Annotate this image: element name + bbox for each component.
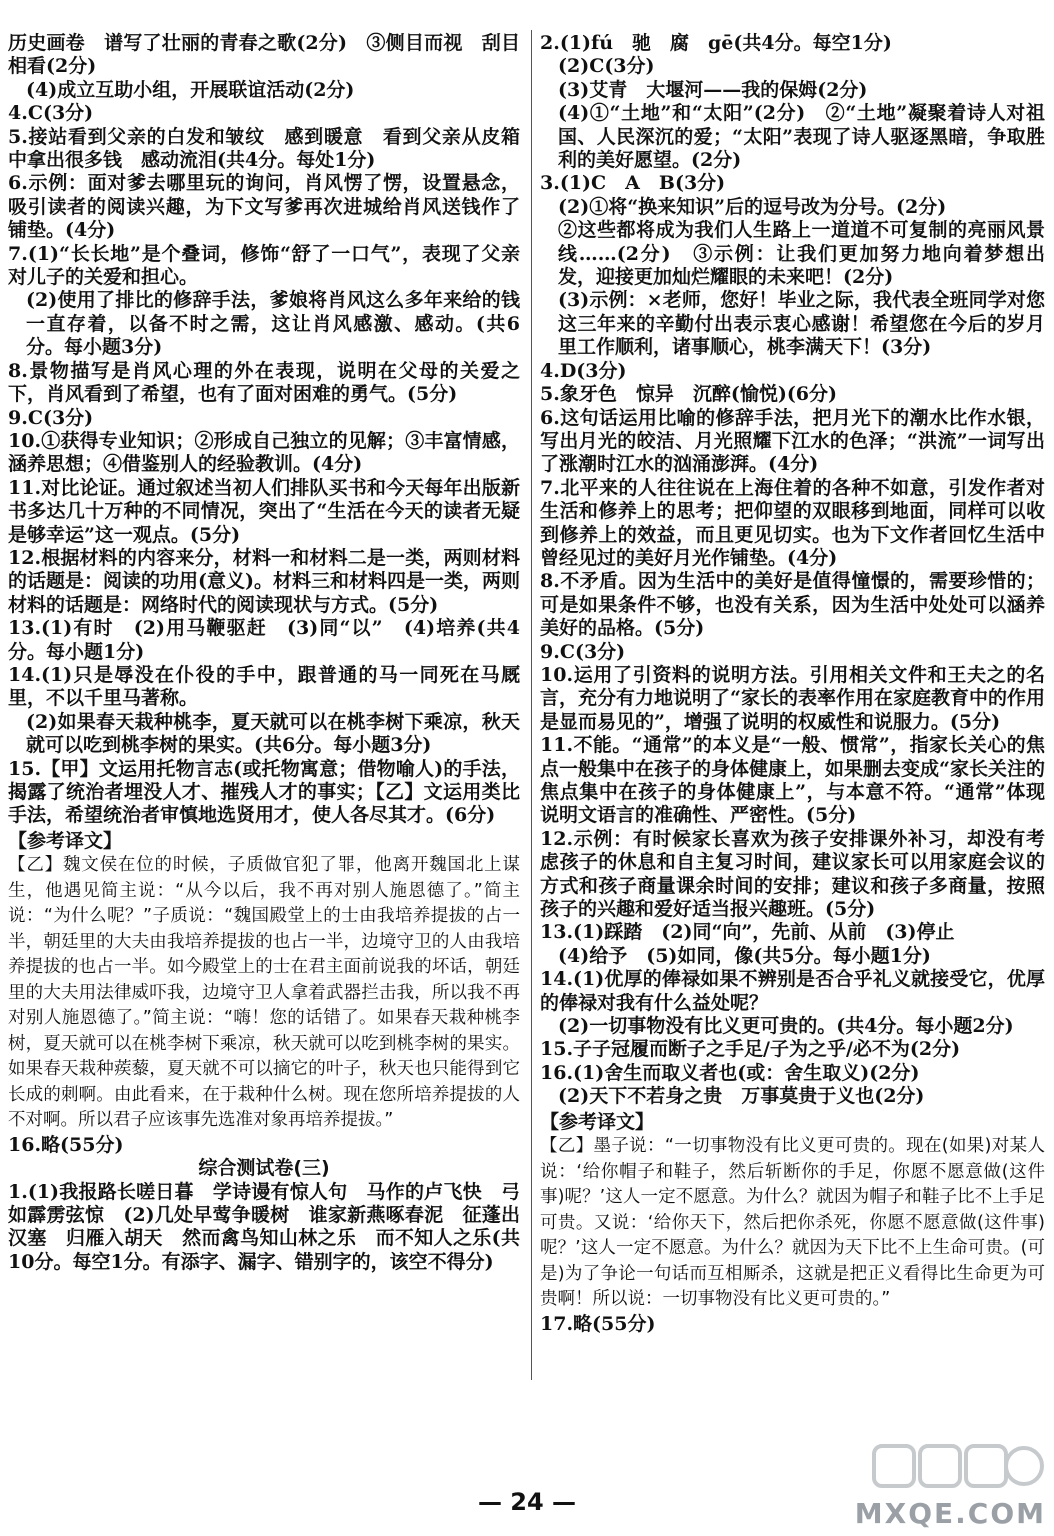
- reference-translation: 【乙】魏文侯在位的时候，子质做官犯了罪，他离开魏国北上谋生，他遇见简主说：“从今以后，我不再对别人施恩德了。”简主说：“为什么呢？”子质说：“魏国殿堂上的士由我培养提拔的占一半，朝廷里的大夫由我培养提拔的也占一半，边境守卫的人由我培养提拔的也占一半。如今殿堂上的士在君主面前说我的坏话，朝廷里的大夫用法律威吓我，边境守卫人拿着武器拦击我，所以我不再对别人施恩德了。”简主说：“嗨！您的话错了。如果春天栽种桃李树，夏天就可以在桃李树下乘凉，秋天就可以吃到桃李树的果实。如果春天栽种蒺藜，夏天就不可以摘它的叶子，秋天也只能得到它长成的刺啊。由此看来，在于栽种什么树。现在您所培养提拔的人不对啊。所以君子应该事先选准对象再培养提拔。”: [8, 855, 520, 1131]
- answer-line: (2)①将“换来知识”后的逗号改为分号。(2分): [558, 195, 947, 218]
- answer-line: (4)给予 (5)如同，像(共5分。每小题1分): [558, 944, 931, 967]
- answer-line: 4.C(3分): [8, 102, 94, 125]
- answer-line: 1.(1)我报路长嗟日暮 学诗谩有惊人句 马作的卢飞快 弓如霹雳弦惊 (2)几处早莺争暖树 谁家新燕啄春泥 征蓬出汉塞 归雁入胡天 然而禽鸟知山林之乐 而不知人之乐(共10分。每空1分。有添字、漏字、错别字的，该空不得分): [8, 1180, 520, 1273]
- answer-line: (2)如果春天栽种桃李，夏天就可以在桃李树下乘凉，秋天就可以吃到桃李树的果实。(共6分。每小题3分): [26, 710, 520, 757]
- answer-line: (2)C(3分): [558, 55, 655, 78]
- answer-line: 15.【甲】文运用托物言志(或托物寓意；借物喻人)的手法，揭露了统治者埋没人才、摧残人才的事实；【乙】文运用类比手法，希望统治者审慎地选贤用才，使人各尽其才。(6分): [8, 757, 520, 827]
- page-number: — 24 —: [477, 1488, 577, 1516]
- answer-line: (3)示例：×老师，您好！毕业之际，我代表全班同学对您这三年来的辛勤付出表示衷心感谢！希望您在今后的岁月里工作顺利，诸事顺心，桃李满天下！(3分): [558, 289, 1045, 359]
- answer-line: 17.略(55分): [540, 1312, 656, 1335]
- reference-translation: 【乙】墨子说：“一切事物没有比义更可贵的。现在(如果)对某人说：‘给你帽子和鞋子，然后斩断你的手足，你愿不愿意做(这件事)呢？’这人一定不愿意。为什么？就因为帽子和鞋子比不上手足可贵。又说：‘给你天下，然后把你杀死，你愿不愿意做(这件事)呢？’这人一定不愿意。为什么？就因为天下比不上生命可贵。(可是)为了争论一句话而互相厮杀，这就是把正义看得比生命更为可贵啊！所以说：一切事物没有比义更可贵的。”: [540, 1136, 1045, 1310]
- answer-line: (4)成立互助小组，开展联谊活动(2分): [26, 78, 355, 101]
- answer-line: 12.示例：有时候家长喜欢为孩子安排课外补习，却没有考虑孩子的休息和自主复习时间，建议家长可以用家庭会议的方式和孩子商量课余时间的安排；建议和孩子多商量，按照孩子的兴趣和爱好适当报兴趣班。(5分): [540, 827, 1045, 921]
- answer-line: 14.(1)优厚的俸禄如果不辨别是否合乎礼义就接受它，优厚的俸禄对我有什么益处呢？: [540, 968, 1045, 1014]
- answer-line: (2)使用了排比的修辞手法，爹娘将肖风这么多年来给的钱一直存着，以备不时之需，这让肖风感激、感动。(共6分。每小题3分): [26, 289, 520, 359]
- answer-line: 10.①获得专业知识；②形成自己独立的见解；③丰富情感，涵养思想；④借鉴别人的经验教训。(4分): [8, 429, 520, 476]
- answer-line: 15.子子冠履而断子之手足/子为之乎/必不为(2分): [540, 1038, 961, 1061]
- column-divider: [531, 30, 532, 1380]
- answer-line: 14.(1)只是辱没在仆役的手中，跟普通的马一同死在马厩里，不以千里马著称。: [8, 663, 520, 710]
- section-title: 综合测试卷(三): [198, 1157, 330, 1180]
- answer-line: 10.运用了引资料的说明方法。引用相关文件和王夫之的名言，充分有力地说明了“家长的表率作用在家庭教育中的作用是显而易见的”，增强了说明的权威性和说服力。(5分): [540, 663, 1045, 733]
- answer-line: 8.不矛盾。因为生活中的美好是值得憧憬的，需要珍惜的；可是如果条件不够，也没有关系，因为生活中处处可以涵养美好的品格。(5分): [540, 570, 1045, 640]
- answer-line: 3.(1)C A B(3分): [540, 172, 726, 195]
- answer-line: 16.(1)舍生而取义者也(或：舍生取义)(2分): [540, 1061, 920, 1084]
- answer-line: 16.略(55分): [8, 1133, 124, 1156]
- answer-line: (3)艾青 大堰河——我的保姆(2分): [558, 78, 868, 101]
- right-column: [540, 32, 1045, 1336]
- answer-line: 4.D(3分): [540, 359, 627, 382]
- left-column: [8, 32, 520, 1274]
- answer-line: 历史画卷 谱写了壮丽的青春之歌(2分) ③侧目而视 刮目相看(2分): [8, 32, 520, 78]
- answer-line: 6.这句话运用比喻的修辞手法，把月光下的潮水比作水银，写出月光的皎洁、月光照耀下江水的色泽；“洪流”一词写出了涨潮时江水的汹涌澎湃。(4分): [540, 406, 1045, 476]
- answer-line: 5.接站看到父亲的白发和皱纹 感到暖意 看到父亲从皮箱中拿出很多钱 感动流泪(共4分。每处1分): [8, 125, 520, 172]
- answer-line: 11.对比论证。通过叙述当初人们排队买书和今天每年出版新书多达几十万种的不同情况，突出了“生活在今天的读者无疑是够幸运”这一观点。(5分): [8, 476, 520, 546]
- answer-line: 6.示例：面对爹去哪里玩的询问，肖风愣了愣，设置悬念，吸引读者的阅读兴趣，为下文写爹再次进城给肖风送钱作了铺垫。(4分): [8, 172, 520, 242]
- answer-line: 7.(1)“长长地”是个叠词，修饰“舒了一口气”，表现了父亲对儿子的关爱和担心。: [8, 242, 520, 289]
- answer-line: 8.景物描写是肖风心理的外在表现，说明在父母的关爱之下，肖风看到了希望，也有了面对困难的勇气。(5分): [8, 359, 520, 406]
- answer-line: 9.C(3分): [8, 406, 94, 429]
- watermark-text: MXQE.COM: [854, 1497, 1046, 1530]
- answer-line: 13.(1)有时 (2)用马鞭驱赶 (3)同“以” (4)培养(共4分。每小题1分): [8, 617, 520, 663]
- answer-line: (4)①“土地”和“太阳”(2分) ②“土地”凝聚着诗人对祖国、人民深沉的爱；“太阳”表现了诗人驱逐黑暗，争取胜利的美好愿望。(2分): [558, 102, 1045, 172]
- reference-translation-title: 【参考译文】: [8, 829, 123, 852]
- answer-line: 13.(1)踩踏 (2)同“向”，先前、从前 (3)停止: [540, 921, 955, 944]
- answer-line: 11.不能。“通常”的本义是“一般、惯常”，指家长关心的焦点一般集中在孩子的身体健康上，如果删去变成“家长关注的焦点集中在孩子的身体健康上”，与本意不符。“通常”体现说明文语言的准确性、严密性。(5分): [540, 734, 1045, 827]
- answer-line: (2)一切事物没有比义更可贵的。(共4分。每小题2分): [558, 1015, 1014, 1038]
- reference-translation-title: 【参考译文】: [540, 1110, 655, 1133]
- answer-line: ②这些都将成为我们人生路上一道道不可复制的亮丽风景线……(2分) ③示例：让我们更加努力地向着梦想出发，迎接更加灿烂耀眼的未来吧！(2分): [558, 219, 1045, 289]
- answer-line: (2)天下不若身之贵 万事莫贵于义也(2分): [558, 1085, 925, 1108]
- answer-line: 9.C(3分): [540, 640, 626, 663]
- answer-line: 7.北平来的人往往说在上海住着的各种不如意，引发作者对生活和修养上的思考；把仰望的双眼移到地面，同样可以收到修养上的效益，而且更见切实。也为下文作者回忆生活中曾经见过的美好月光作铺垫。(4分): [540, 476, 1045, 569]
- answer-line: 5.象牙色 惊异 沉醉(愉悦)(6分): [540, 383, 838, 406]
- answer-line: 12.根据材料的内容来分，材料一和材料二是一类，两则材料的话题是：阅读的功用(意义)。材料三和材料四是一类，两则材料的话题是：网络时代的阅读现状与方式。(5分): [8, 546, 520, 616]
- answer-line: 2.(1)fú 驰 腐 gē(共4分。每空1分): [540, 32, 892, 54]
